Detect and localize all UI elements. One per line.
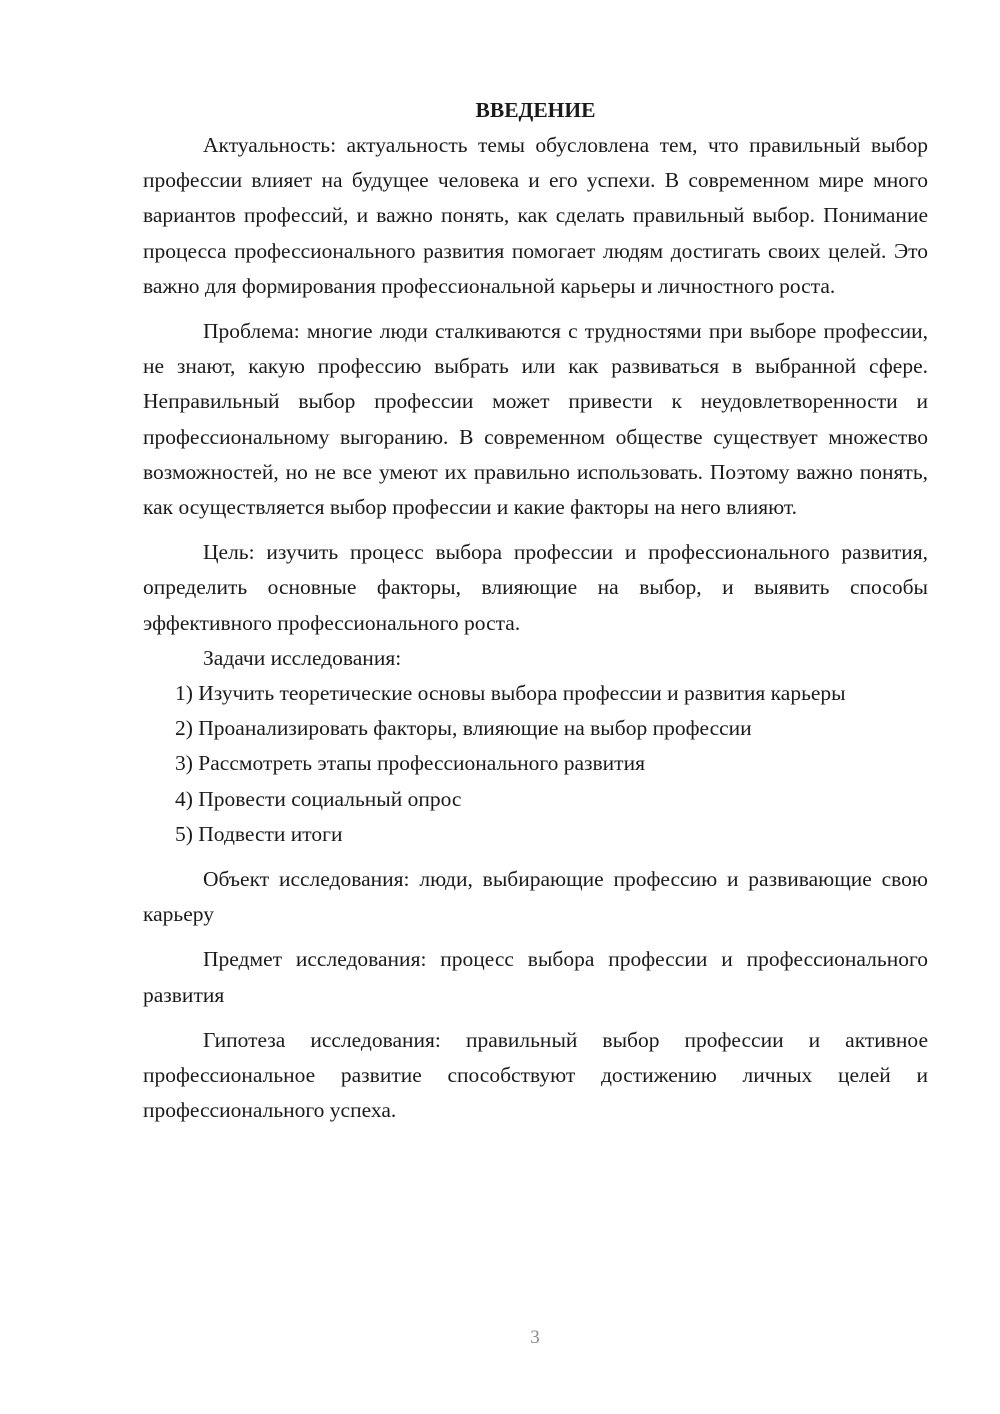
hypothesis-paragraph: Гипотеза исследования: правильный выбор профессии и активное профессиональное развитие способствуют достижению личных целей и профессионального успеха. bbox=[143, 1027, 928, 1123]
goal-paragraph: Цель: изучить процесс выбора профессии и профессионального развития, определить основные факторы, влияющие на выбор, и выявить способы эффективного профессионального роста. bbox=[143, 540, 928, 635]
document-page bbox=[143, 93, 928, 1128]
problem-paragraph: Проблема: многие люди сталкиваются с трудностями при выборе профессии, не знают, какую профессию выбрать или как развиваться в выбранной сфере. Неправильный выбор профессии может привести к неудовлетворенности и профессиональному выгоранию. В современном обществе существует множество возможностей, но не все умеют их правильно использовать. Поэтому важно понять, как осуществляется выбор профессии и какие факторы на него влияют. bbox=[143, 319, 928, 520]
task-item-2: 2) Проанализировать факторы, влияющие на выбор профессии bbox=[175, 716, 752, 741]
task-item-1: 1) Изучить теоретические основы выбора профессии и развития карьеры bbox=[175, 681, 846, 706]
subject-paragraph: Предмет исследования: процесс выбора профессии и профессионального развития bbox=[143, 947, 928, 1007]
tasks-heading: Задачи исследования: bbox=[203, 645, 402, 670]
task-item-5: 5) Подвести итоги bbox=[175, 821, 343, 846]
relevance-paragraph: Актуальность: актуальность темы обусловлена тем, что правильный выбор профессии влияет на будущее человека и его успехи. В современном мире много вариантов профессий, и важно понять, как сделать правильный выбор. Понимание процесса профессионального развития помогает людям достигать своих целей. Это важно для формирования профессиональной карьеры и личностного роста. bbox=[143, 133, 928, 298]
page-title: ВВЕДЕНИЕ bbox=[475, 98, 596, 122]
task-item-3: 3) Рассмотреть этапы профессионального развития bbox=[175, 751, 645, 776]
page-number: 3 bbox=[530, 1327, 540, 1348]
object-paragraph: Объект исследования: люди, выбирающие профессию и развивающие свою карьеру bbox=[143, 867, 928, 927]
task-item-4: 4) Провести социальный опрос bbox=[175, 786, 462, 811]
